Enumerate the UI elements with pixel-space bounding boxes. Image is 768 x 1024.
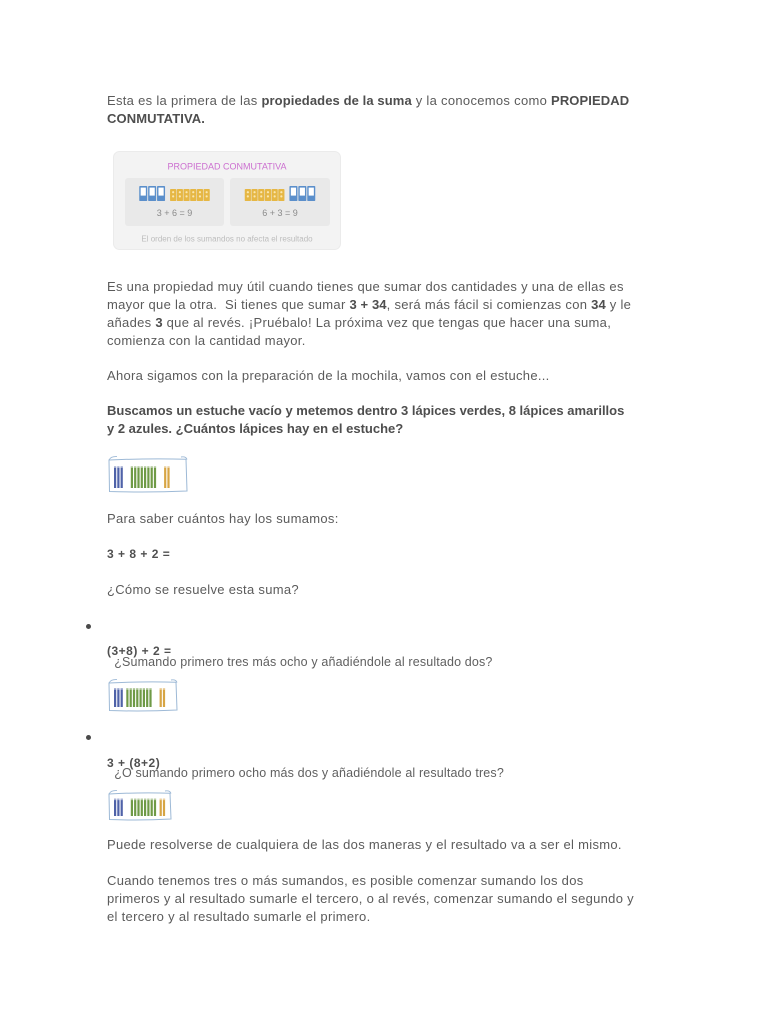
problem-line-1: Buscamos un estuche vacío y metemos dentro 3 lápices verdes, 8 lápices amarillos [107,403,625,418]
panel-left [125,178,224,226]
option-1-expression: (3+8) + 2 = [107,644,172,658]
blue-block [139,186,147,201]
pencil-green [141,466,143,488]
utility-paragraph [107,278,631,350]
sum-expression: 3 + 8 + 2 = [107,547,171,561]
pencil-green [147,799,149,816]
backpack-paragraph [107,367,550,385]
blue-block [157,186,165,201]
pencil-blue [117,688,119,707]
pencil-green [133,688,135,707]
intro-paragraph [107,92,629,128]
yellow-block [183,189,189,201]
pencil-green [130,688,132,707]
blue-block [148,186,156,201]
yellow-block [170,189,176,201]
intro-text: y la conocemos como [411,93,552,108]
utility-bold-number: 3 [155,315,163,330]
pencil-blue [117,466,119,488]
yellow-block [272,189,278,201]
utility-bold-number: 34 [591,297,606,312]
pencil-blue [114,799,116,816]
bullet-dot-icon [86,735,91,740]
pencil-green [141,799,143,816]
pencil-green [146,688,148,707]
pencil-yellow [164,466,166,488]
utility-bold-sum: 3 + 34 [349,297,387,312]
blue-block [307,186,315,201]
pencil-green [144,466,146,488]
blue-block [289,186,297,201]
intro-line-1 [107,92,629,110]
question-line: ¿Cómo se resuelve esta suma? [107,582,299,597]
pencil-blue [121,799,123,816]
pencil-green [154,799,156,816]
utility-line-4: comienza con la cantidad mayor. [107,333,306,348]
problem-statement [107,402,624,438]
intro-bold-property-name: PROPIEDAD [551,93,630,108]
illustration-title: PROPIEDAD CONMUTATIVA [167,161,287,172]
associative-line-1: Cuando tenemos tres o más sumandos, es posible comenzar sumando los dos [107,873,584,888]
pencil-blue [117,799,119,816]
utility-text: mayor que la otra. Si tienes que sumar [107,297,350,312]
panel-left-equation: 3 + 6 = 9 [156,208,193,218]
pencil-case-illustration [107,789,173,822]
pencil-green [137,799,139,816]
associative-line-3: el tercero y al resultado sumarle el primero. [107,909,371,924]
pencil-yellow [167,466,169,488]
utility-line-2 [107,296,631,314]
panel-right [230,178,330,226]
intro-bold-term: propiedades de la suma [261,93,412,108]
pencil-yellow [163,688,165,707]
conclusion-line: Puede resolverse de cualquiera de las dos maneras y el resultado va a ser el mismo. [107,837,622,852]
yellow-block [197,189,203,201]
associative-paragraph [107,872,634,926]
yellow-block [204,189,210,201]
option-2-bullet-item [107,728,504,782]
panel-right-equation: 6 + 3 = 9 [262,208,298,218]
pencil-green [140,688,142,707]
pencil-green [131,466,133,488]
pencil-yellow [160,688,162,707]
blue-block [298,186,306,201]
intro-text: Esta es la primera de las [107,93,262,108]
utility-text: y le [605,297,632,312]
pencil-blue [121,688,123,707]
pencil-green [126,688,128,707]
pencil-blue [114,466,116,488]
option-2-text: ¿O sumando primero ocho más dos y añadiéndole al resultado tres? [114,766,504,780]
yellow-block [177,189,183,201]
pencil-green [144,799,146,816]
pencil-green [151,466,153,488]
utility-text: , será más fácil si comienzas con [386,297,592,312]
backpack-line: Ahora sigamos con la preparación de la mochila, vamos con el estuche... [107,368,550,383]
bullet-dot-icon [86,624,91,629]
yellow-block [245,189,251,201]
pencil-green [143,688,145,707]
option-2-expression: 3 + (8+2) [107,756,161,770]
utility-line-3 [107,314,631,332]
utility-text: añades [107,315,156,330]
option-1-text: ¿Sumando primero tres más ocho y añadiéndole al resultado dos? [114,655,493,669]
pencil-case-illustration [107,678,179,713]
sum-intro [107,510,339,528]
pencil-green [137,466,139,488]
utility-line-1: Es una propiedad muy útil cuando tienes que sumar dos cantidades y una de ellas es [107,279,624,294]
pencil-green [147,466,149,488]
pencil-blue [114,688,116,707]
pencil-yellow [160,799,162,816]
conclusion-paragraph [107,836,622,854]
pencil-green [149,688,151,707]
yellow-block [190,189,196,201]
yellow-block [278,189,284,201]
problem-line-2: y 2 azules. ¿Cuántos lápices hay en el estuche? [107,421,404,436]
commutative-property-illustration [113,151,341,250]
sum-intro-line: Para saber cuántos hay los sumamos: [107,511,339,526]
yellow-block [258,189,264,201]
pencil-green [151,799,153,816]
pencil-blue [121,466,123,488]
pencil-green [134,466,136,488]
utility-text: que al revés. ¡Pruébalo! La próxima vez que tengas que hacer una suma, [162,315,612,330]
pencil-green [131,799,133,816]
question [107,581,299,599]
yellow-block [251,189,257,201]
pencil-case-illustration [107,455,189,494]
pencil-green [136,688,138,707]
pencil-yellow [163,799,165,816]
pencil-green [134,799,136,816]
pencil-green [154,466,156,488]
illustration-caption: El orden de los sumandos no afecta el resultado [141,234,313,244]
intro-bold-property-name: CONMUTATIVA. [107,111,205,126]
intro-line-2 [107,110,629,128]
yellow-block [265,189,271,201]
associative-line-2: primeros y al resultado sumarle el tercero, o al revés, comenzar sumando el segundo y [107,891,634,906]
